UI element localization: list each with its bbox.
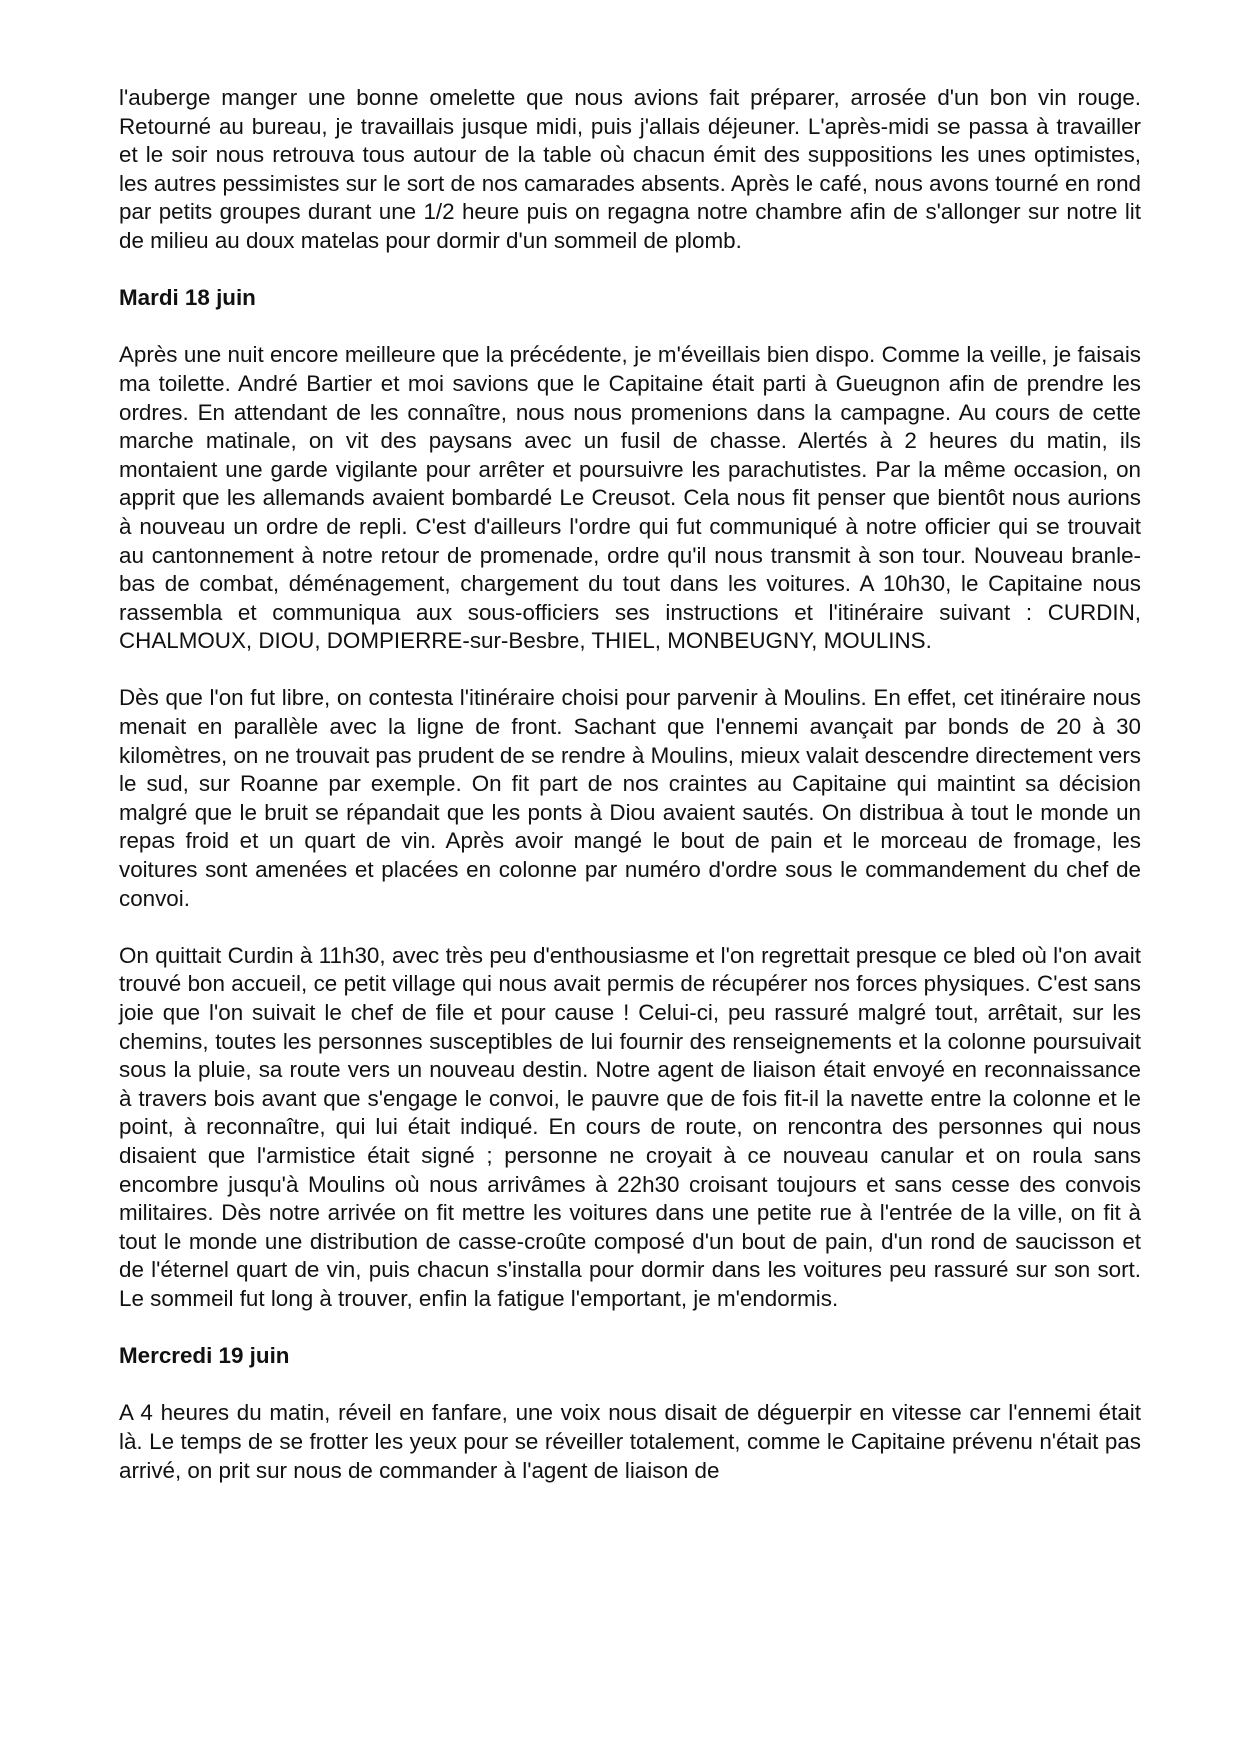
heading-mardi-18-juin: Mardi 18 juin: [119, 285, 256, 311]
paragraph-reveil: A 4 heures du matin, réveil en fanfare, une voix nous disait de déguerpir en vitesse car l'ennemi était là. Le temps de se frotter les yeux pour se réveiller totalement, comme le Capitaine prévenu n'était pas arrivé, on prit sur nous de commander à l'agent de liaison de: [119, 1400, 1141, 1483]
paragraph-mardi-matin: Après une nuit encore meilleure que la précédente, je m'éveillais bien dispo. Comme la veille, je faisais ma toilette. André Bartier et moi savions que le Capitaine était parti à Gueugnon afin de prendre les ordres. En attendant de les connaître, nous nous promenions dans la campagne. Au cours de cette marche matinale, on vit des paysans avec un fusil de chasse. Alertés à 2 heures du matin, ils montaient une garde vigilante pour arrêter et poursuivre les parachutistes. Par la même occasion, on apprit que les allemands avaient bombardé Le Creusot. Cela nous fit penser que bientôt nous aurions à nouveau un ordre de repli. C'est d'ailleurs l'ordre qui fut communiqué à notre officier qui se trouvait au cantonnement à notre retour de promenade, ordre qu'il nous transmit à son tour. Nouveau branle-bas de combat, déménagement, chargement du tout dans les voitures. A 10h30, le Capitaine nous rassembla et communiqua aux sous-officiers ses instructions et l'itinéraire suivant : CURDIN, CHALMOUX, DIOU, DOMPIERRE-sur-Besbre, THIEL, MONBEUGNY, MOULINS.: [119, 342, 1141, 654]
heading-mercredi-19-juin: Mercredi 19 juin: [119, 1343, 290, 1369]
paragraph-auberge: l'auberge manger une bonne omelette que nous avions fait préparer, arrosée d'un bon vin rouge. Retourné au bureau, je travaillais jusque midi, puis j'allais déjeuner. L'après-midi se passa à travailler et le soir nous retrouva tous autour de la table où chacun émit des suppositions les unes optimistes, les autres pessimistes sur le sort de nos camarades absents. Après le café, nous avons tourné en rond par petits groupes durant une 1/2 heure puis on regagna notre chambre afin de s'allonger sur notre lit de milieu au doux matelas pour dormir d'un sommeil de plomb.: [119, 85, 1141, 253]
paragraph-itineraire: Dès que l'on fut libre, on contesta l'itinéraire choisi pour parvenir à Moulins. En effet, cet itinéraire nous menait en parallèle avec la ligne de front. Sachant que l'ennemi avançait par bonds de 20 à 30 kilomètres, on ne trouvait pas prudent de se rendre à Moulins, mieux valait descendre directement vers le sud, sur Roanne par exemple. On fit part de nos craintes au Capitaine qui maintint sa décision malgré que le bruit se répandait que les ponts à Diou avaient sautés. On distribua à tout le monde un repas froid et un quart de vin. Après avoir mangé le bout de pain et le morceau de fromage, les voitures sont amenées et placées en colonne par numéro d'ordre sous le commandement du chef de convoi.: [119, 685, 1141, 911]
document-page: [119, 84, 1141, 1485]
paragraph-depart-curdin: On quittait Curdin à 11h30, avec très peu d'enthousiasme et l'on regrettait presque ce bled où l'on avait trouvé bon accueil, ce petit village qui nous avait permis de récupérer nos forces physiques. C'est sans joie que l'on suivait le chef de file et pour cause ! Celui-ci, peu rassuré malgré tout, arrêtait, sur les chemins, toutes les personnes susceptibles de lui fournir des renseignements et la colonne poursuivait sous la pluie, sa route vers un nouveau destin. Notre agent de liaison était envoyé en reconnaissance à travers bois avant que s'engage le convoi, le pauvre que de fois fit-il la navette entre la colonne et le point, à reconnaître, qui lui était indiqué. En cours de route, on rencontra des personnes qui nous disaient que l'armistice était signé ; personne ne croyait à ce nouveau canular et on roula sans encombre jusqu'à Moulins où nous arrivâmes à 22h30 croisant toujours et sans cesse des convois militaires. Dès notre arrivée on fit mettre les voitures dans une petite rue à l'entrée de la ville, on fit à tout le monde une distribution de casse-croûte composé d'un bout de pain, d'un rond de saucisson et de l'éternel quart de vin, puis chacun s'installa pour dormir dans les voitures peu rassuré sur son sort. Le sommeil fut long à trouver, enfin la fatigue l'emportant, je m'endormis.: [119, 942, 1141, 1311]
